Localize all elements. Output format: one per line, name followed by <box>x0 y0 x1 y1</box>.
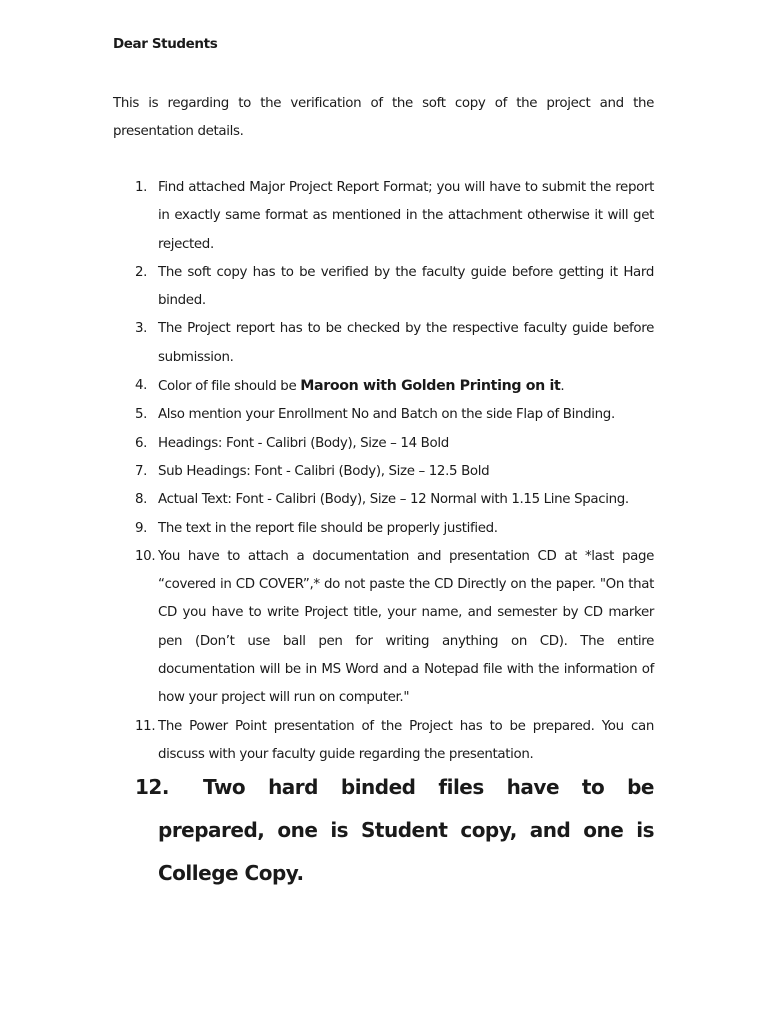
item-text: Find attached Major Project Report Format; you will have to submit the report in exactly same format as mentioned in the attachment otherwise it will get rejected. <box>158 180 654 252</box>
salutation: Dear Students <box>113 36 218 52</box>
item-text: The Power Point presentation of the Project has to be prepared. You can discuss with your faculty guide regarding the presentation. <box>158 718 654 762</box>
list-item-2 <box>113 259 654 316</box>
item-number: 1. <box>135 180 148 195</box>
list-item-7 <box>113 458 654 486</box>
list-item-4 <box>113 372 654 401</box>
item-number: 10. <box>135 548 156 564</box>
item-number: 12. <box>135 775 169 799</box>
list-item-6 <box>113 430 654 458</box>
list-item-5 <box>113 401 654 429</box>
item-text: The text in the report file should be properly justified. <box>158 520 498 536</box>
list-item-8 <box>113 486 654 514</box>
item-number: 11. <box>135 718 156 734</box>
intro-paragraph: This is regarding to the verification of the soft copy of the project and the presentation details. <box>113 96 654 140</box>
item-number: 8. <box>135 492 148 508</box>
list-item-9 <box>113 515 654 543</box>
list-item-11 <box>113 713 654 770</box>
item-number: 6. <box>135 435 148 451</box>
item-number: 4. <box>135 378 148 394</box>
item-text: Two hard binded files have to be prepared, one is Student copy, and one is College Copy. <box>158 775 654 885</box>
list-item-3 <box>113 315 654 372</box>
item-number: 9. <box>135 520 148 536</box>
item-number: 3. <box>135 321 148 337</box>
item-text: The Project report has to be checked by the respective faculty guide before submission. <box>158 321 654 365</box>
item-text: The soft copy has to be verified by the faculty guide before getting it Hard binded. <box>158 264 654 309</box>
item-number: 2. <box>135 264 148 280</box>
item-text: Sub Headings: Font - Calibri (Body), Size – 12.5 Bold <box>158 463 490 479</box>
instructions-list <box>113 174 654 769</box>
item-text: Actual Text: Font - Calibri (Body), Size – 12 Normal with 1.15 Line Spacing. <box>158 492 629 508</box>
item-text: Headings: Font - Calibri (Body), Size – 14 Bold <box>158 435 449 451</box>
list-item-12 <box>113 766 654 895</box>
list-item-1 <box>113 174 654 259</box>
item-text: You have to attach a documentation and presentation CD at *last page “covered in CD COVER”,* do not paste the CD Directly on the paper. "On that CD you have to write Project title, your name, and semester by CD marker pen (Don’t use ball pen for writing anything on CD). The entire documentation will be in MS Word and a Notepad file with the information of how your project will run on computer." <box>158 548 654 706</box>
item-text <box>158 372 654 401</box>
list-item-10 <box>113 543 654 713</box>
item-text-before: Color of file should be <box>158 379 301 395</box>
item-number: 5. <box>135 407 148 423</box>
item-text: Also mention your Enrollment No and Batch on the side Flap of Binding. <box>158 407 615 423</box>
file-color-emphasis: Maroon with Golden Printing on it <box>300 378 561 395</box>
item-text-after: . <box>560 379 565 395</box>
item-number: 7. <box>135 463 148 479</box>
